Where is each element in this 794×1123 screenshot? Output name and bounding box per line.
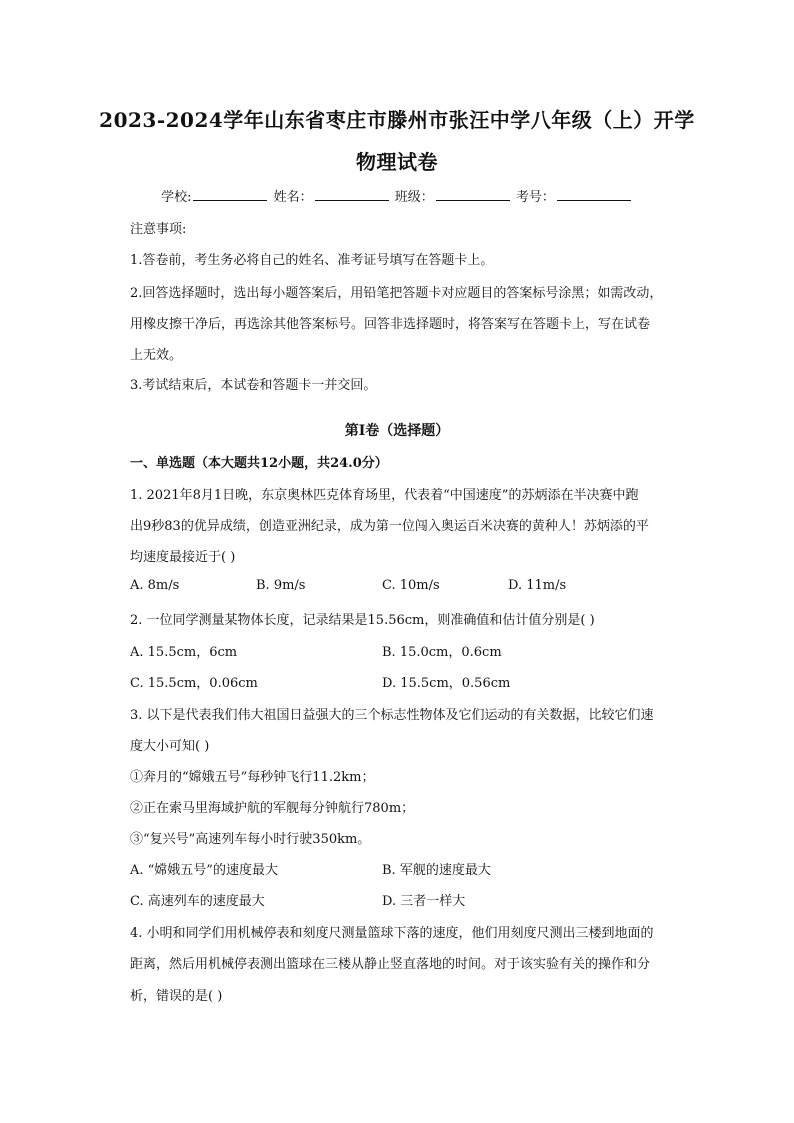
question-3-line1: 3. 以下是代表我们伟大祖国日益强大的三个标志性物体及它们运动的有关数据，比较它们速: [130, 708, 654, 723]
question-1-line1: 1. 2021年8月1日晚，东京奥林匹克体育场里，代表着“中国速度”的苏炳添在半决赛中跑: [130, 488, 639, 503]
question-1-line2: 出9秒83的优异成绩，创造亚洲纪录，成为第一位闯入奥运百米决赛的黄种人！苏炳添的平: [130, 519, 649, 534]
question-2-option-c: C. 15.5cm，0.06cm: [130, 676, 258, 691]
question-3-option-d: D. 三者一样大: [382, 894, 466, 909]
note-2-line3: 上无效。: [130, 348, 183, 363]
question-4-line3: 析，错误的是( ): [130, 989, 223, 1004]
question-3-statement-3: ③“复兴号”高速列车每小时行驶350km。: [130, 832, 371, 847]
section-heading: 一、单选题（本大题共12小题，共24.0分）: [130, 456, 388, 471]
question-2-option-d: D. 15.5cm，0.56cm: [382, 676, 511, 691]
question-3-statement-2: ②正在索马里海域护航的军舰每分钟航行780m；: [130, 801, 415, 816]
question-1-line3: 均速度最接近于( ): [130, 550, 236, 565]
question-3-option-c: C. 高速列车的速度最大: [130, 894, 265, 909]
question-3-option-b: B. 军舰的速度最大: [382, 863, 491, 878]
question-3-statement-1: ①奔月的“嫦娥五号”每秒钟飞行11.2km；: [130, 770, 375, 785]
question-3-line2: 度大小可知( ): [130, 739, 210, 754]
question-4-line2: 距离，然后用机械停表测出篮球在三楼从静止竖直落地的时间。对于该实验有关的操作和分: [130, 957, 651, 972]
name-label: 姓名：: [273, 190, 313, 205]
question-1-option-c: C. 10m/s: [382, 578, 440, 593]
student-info-row: [0, 186, 794, 205]
class-label: 班级：: [394, 190, 434, 205]
question-2-option-b: B. 15.0cm，0.6cm: [382, 645, 502, 660]
question-3-option-a: A. “嫦娥五号”的速度最大: [130, 863, 278, 878]
question-4-line1: 4. 小明和同学们用机械停表和刻度尺测量篮球下落的速度，他们用刻度尺测出三楼到地面的: [130, 926, 654, 941]
name-blank: [315, 186, 389, 201]
question-1-option-d: D. 11m/s: [508, 578, 567, 593]
note-2-line1: 2.回答选择题时，选出每小题答案后，用铅笔把答题卡对应题目的答案标号涂黑；如需改动，: [130, 286, 663, 301]
question-2-line1: 2. 一位同学测量某物体长度，记录结果是15.56cm，则准确值和估计值分别是( ): [130, 613, 595, 628]
exam-number-label: 考号：: [515, 190, 555, 205]
question-1-option-b: B. 9m/s: [256, 578, 306, 593]
note-2-line2: 用橡皮擦干净后，再选涂其他答案标号。回答非选择题时，将答案写在答题卡上，写在试卷: [130, 317, 651, 332]
school-blank: [193, 186, 267, 201]
question-2-option-a: A. 15.5cm，6cm: [130, 645, 238, 660]
exam-title-line1: 2023-2024学年山东省枣庄市滕州市张汪中学八年级（上）开学: [99, 108, 695, 132]
part-heading: 第I卷（选择题）: [344, 423, 450, 439]
school-label: 学校:: [161, 190, 192, 205]
exam-title-line2: 物理试卷: [356, 150, 438, 174]
note-1: 1.答卷前，考生务必将自己的姓名、准考证号填写在答题卡上。: [130, 253, 494, 268]
notes-heading: 注意事项:: [130, 222, 187, 237]
note-3: 3.考试结束后，本试卷和答题卡一并交回。: [130, 378, 377, 393]
class-blank: [436, 186, 510, 201]
question-1-option-a: A. 8m/s: [130, 578, 180, 593]
exam-number-blank: [557, 186, 631, 201]
